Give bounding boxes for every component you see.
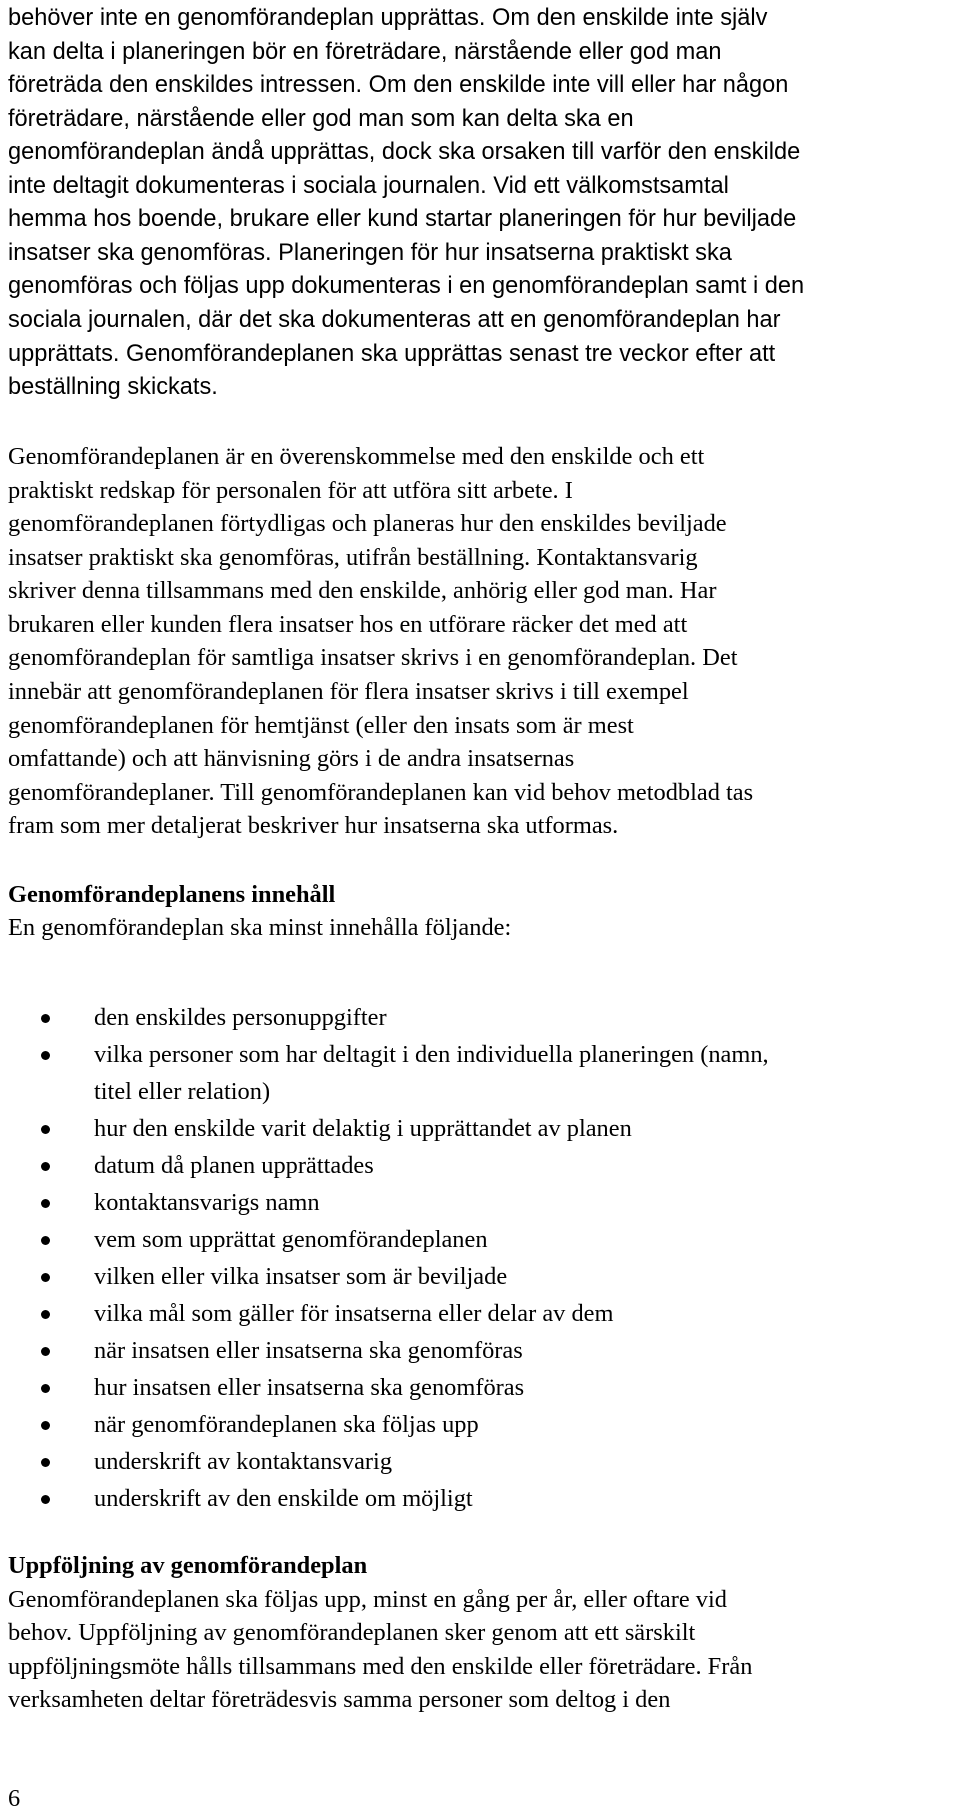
list-item-text: vilka mål som gäller för insatserna eller delar av dem — [94, 1300, 614, 1327]
list-item-text: vilken eller vilka insatser som är beviljade — [94, 1263, 508, 1290]
text-line: praktiskt redskap för personalen för att utföra sitt arbete. I — [8, 477, 573, 504]
text-line: behöver inte en genomförandeplan upprättas. Om den enskilde inte själv — [8, 5, 768, 31]
text-line: Genomförandeplanen är en överenskommelse med den enskilde och ett — [8, 443, 705, 470]
text-line: genomförandeplaner. Till genomförandeplanen kan vid behov metodblad tas — [8, 779, 754, 806]
bullet-icon — [41, 1236, 50, 1245]
list-item-text: underskrift av den enskilde om möjligt — [94, 1485, 473, 1512]
list-item-text: när insatsen eller insatserna ska genomföras — [94, 1337, 523, 1364]
bullet-icon — [41, 1273, 50, 1282]
section-heading: Genomförandeplanens innehåll — [8, 881, 336, 908]
text-line: behov. Uppföljning av genomförandeplanen sker genom att ett särskilt — [8, 1619, 696, 1646]
text-line: Genomförandeplanen ska följas upp, minst en gång per år, eller oftare vid — [8, 1586, 727, 1613]
list-item-text: datum då planen upprättades — [94, 1152, 374, 1179]
text-line: brukaren eller kunden flera insatser hos en utförare räcker det med att — [8, 611, 688, 638]
list-item-text: hur den enskilde varit delaktig i upprättandet av planen — [94, 1115, 632, 1142]
text-line: beställning skickats. — [8, 374, 218, 400]
list-item-text: hur insatsen eller insatserna ska genomföras — [94, 1374, 525, 1401]
section-intro: En genomförandeplan ska minst innehålla följande: — [8, 914, 512, 941]
text-line: skriver denna tillsammans med den enskilde, anhörig eller god man. Har — [8, 577, 717, 604]
section-heading: Uppföljning av genomförandeplan — [8, 1552, 368, 1579]
text-line: genomförandeplan ändå upprättas, dock ska orsaken till varför den enskilde — [8, 139, 801, 165]
text-line: uppföljningsmöte hålls tillsammans med den enskilde eller företrädare. Från — [8, 1653, 753, 1680]
text-line: insatser ska genomföras. Planeringen för hur insatserna praktiskt ska — [8, 240, 732, 266]
text-line: företräda den enskildes intressen. Om den enskilde inte vill eller har någon — [8, 72, 789, 98]
text-line: omfattande) och att hänvisning görs i de andra insatsernas — [8, 745, 575, 772]
text-line: genomföras och följas upp dokumenteras i en genomförandeplan samt i den — [8, 273, 805, 299]
bullet-icon — [41, 1014, 50, 1023]
list-item-text: titel eller relation) — [94, 1078, 271, 1105]
bullet-icon — [41, 1384, 50, 1393]
text-line: företrädare, närstående eller god man som kan delta ska en — [8, 106, 634, 132]
bullet-icon — [41, 1310, 50, 1319]
list-item-text: underskrift av kontaktansvarig — [94, 1448, 393, 1475]
bullet-icon — [41, 1421, 50, 1430]
bullet-icon — [41, 1051, 50, 1060]
list-item-text: vem som upprättat genomförandeplanen — [94, 1226, 488, 1253]
bullet-icon — [41, 1162, 50, 1171]
text-line: genomförandeplan för samtliga insatser skrivs i en genomförandeplan. Det — [8, 644, 738, 671]
list-item-text: vilka personer som har deltagit i den individuella planeringen (namn, — [94, 1041, 769, 1068]
text-line: innebär att genomförandeplanen för flera insatser skrivs i till exempel — [8, 678, 689, 705]
list-item-text: kontaktansvarigs namn — [94, 1189, 320, 1216]
bullet-icon — [41, 1458, 50, 1467]
text-line: genomförandeplanen förtydligas och planeras hur den enskildes beviljade — [8, 510, 727, 537]
text-line: kan delta i planeringen bör en företrädare, närstående eller god man — [8, 39, 722, 65]
text-line: genomförandeplanen för hemtjänst (eller den insats som är mest — [8, 712, 634, 739]
text-line: sociala journalen, där det ska dokumenteras att en genomförandeplan har — [8, 307, 781, 333]
text-line: hemma hos boende, brukare eller kund startar planeringen för hur beviljade — [8, 206, 797, 232]
bullet-icon — [41, 1347, 50, 1356]
bullet-icon — [41, 1125, 50, 1134]
bullet-icon — [41, 1199, 50, 1208]
list-item-text: den enskildes personuppgifter — [94, 1004, 387, 1031]
text-line: upprättats. Genomförandeplanen ska upprättas senast tre veckor efter att — [8, 341, 776, 367]
text-line: fram som mer detaljerat beskriver hur insatserna ska utformas. — [8, 812, 619, 839]
text-line: verksamheten deltar företrädesvis samma personer som deltog i den — [8, 1686, 671, 1713]
bullet-icon — [41, 1495, 50, 1504]
text-line: inte deltagit dokumenteras i sociala journalen. Vid ett välkomstsamtal — [8, 173, 729, 199]
page-number: 6 — [8, 1785, 21, 1812]
text-line: insatser praktiskt ska genomföras, utifrån beställning. Kontaktansvarig — [8, 544, 698, 571]
list-item-text: när genomförandeplanen ska följas upp — [94, 1411, 479, 1438]
